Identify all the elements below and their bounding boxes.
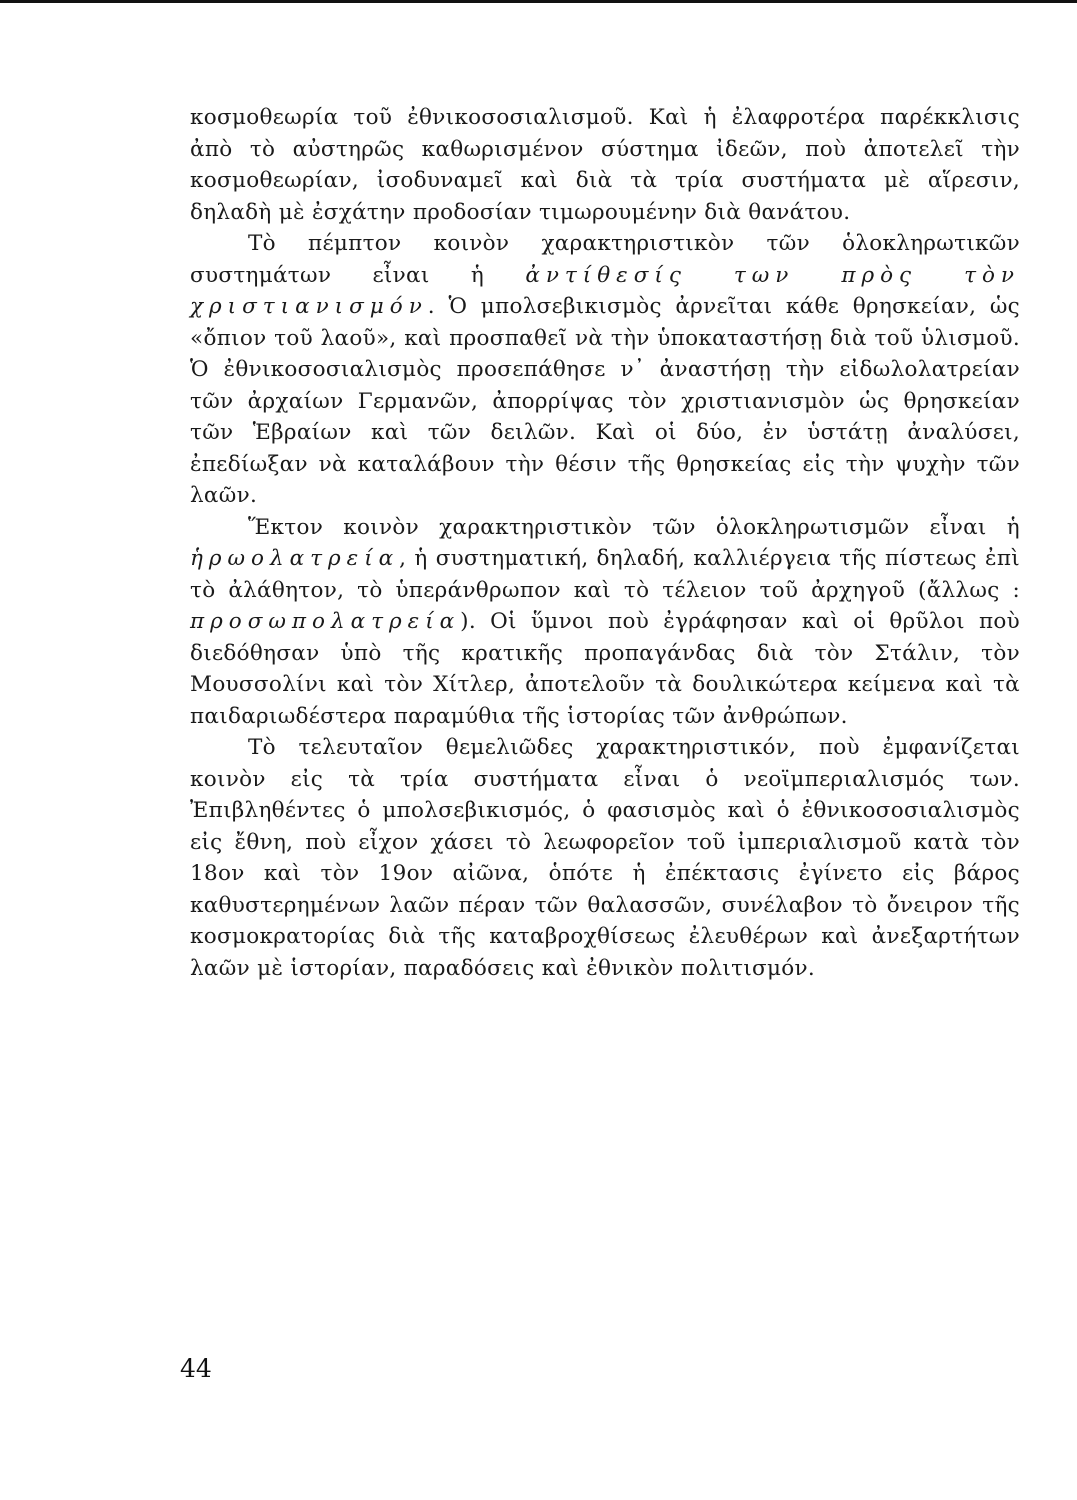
text-run: , ἡ συστηματική, δηλαδή, καλλιέργεια τῆς πίστεως ἐπὶ τὸ ἀλάθητον, τὸ ὑπεράνθρωπον καὶ τὸ τέλειον τοῦ ἀρχηγοῦ (ἄλλως : — [190, 546, 1020, 603]
page-number: 44 — [180, 1354, 212, 1383]
paragraph-3 — [190, 512, 1020, 733]
paragraph-4 — [190, 732, 1020, 984]
text-run: . Ὁ μπολσεβικισμὸς ἀρνεῖται κάθε θρησκείαν, ὡς «ὄπιον τοῦ λαοῦ», καὶ προσπαθεῖ νὰ τὴν ὑποκαταστήσῃ διὰ τοῦ ὑλισμοῦ. Ὁ ἐθνικοσοσιαλισμὸς προσεπάθησε ν᾽ ἀναστήσῃ τὴν εἰδωλολατρείαν τῶν ἀρχαίων Γερμανῶν, ἀπορρίψας τὸν χριστιανισμὸν ὡς θρησκείαν τῶν Ἑβραίων καὶ τῶν δειλῶν. Καὶ οἱ δύο, ἐν ὑστάτῃ ἀναλύσει, ἐπεδίωξαν νὰ καταλάβουν τὴν θέσιν τῆς θρησκείας εἰς τὴν ψυχὴν τῶν λαῶν. — [190, 294, 1020, 508]
page-top-edge — [0, 0, 1077, 3]
text-run: ). Οἱ ὕμνοι ποὺ ἐγράφησαν καὶ οἱ θρῦλοι ποὺ διεδόθησαν ὑπὸ τῆς κρατικῆς προπαγάνδας διὰ τὸν Στάλιν, τὸν Μουσσολίνι καὶ τὸν Χίτλερ, ἀποτελοῦν τὰ δουλικώτερα κείμενα καὶ τὰ παιδαριωδέστερα παραμύθια τῆς ἱστορίας τῶν ἀνθρώπων. — [190, 609, 1020, 729]
text-run: Τὸ πέμπτον κοινὸν χαρακτηριστικὸν τῶν ὁλοκληρωτικῶν συστημάτων εἶναι ἡ — [190, 231, 1020, 288]
paragraph-2 — [190, 228, 1020, 512]
paragraph-1 — [190, 102, 1020, 228]
body-text — [190, 102, 1020, 984]
text-run: Ἕκτον κοινὸν χαρακτηριστικὸν τῶν ὁλοκληρωτισμῶν εἶναι ἡ — [248, 514, 1020, 540]
text-run: κοσμοθεωρία τοῦ ἐθνικοσοσιαλισμοῦ. Καὶ ἡ ἐλαφροτέρα παρέκκλισις ἀπὸ τὸ αὐστηρῶς καθωρισμένον σύστημα ἰδεῶν, ποὺ ἀποτελεῖ τὴν κοσμοθεωρίαν, ἰσοδυναμεῖ καὶ διὰ τὰ τρία συστήματα μὲ αἵρεσιν, δηλαδὴ μὲ ἐσχάτην προδοσίαν τιμωρουμένην διὰ θανάτου. — [190, 105, 1020, 225]
text-run: Τὸ τελευταῖον θεμελιῶδες χαρακτηριστικόν, ποὺ ἐμφανίζεται κοινὸν εἰς τὰ τρία συστήματα εἶναι ὁ νεοϊμπεριαλισμός των. Ἐπιβληθέντες ὁ μπολσεβικισμός, ὁ φασισμὸς καὶ ὁ ἐθνικοσοσιαλισμὸς εἰς ἔθνη, ποὺ εἶχον χάσει τὸ λεωφορεῖον τοῦ ἰμπεριαλισμοῦ κατὰ τὸν 18ον καὶ τὸν 19ον αἰῶνα, ὁπότε ἡ ἐπέκτασις ἐγίνετο εἰς βάρος καθυστερημένων λαῶν πέραν τῶν θαλασσῶν, συνέλαβον τὸ ὄνειρον τῆς κοσμοκρατορίας διὰ τῆς καταβροχθίσεως ἐλευθέρων καὶ ἀνεξαρτήτων λαῶν μὲ ἱστορίαν, παραδόσεις καὶ ἐθνικὸν πολιτισμόν. — [190, 735, 1020, 981]
emphasis-spaced: προσωπολατρεία — [190, 609, 461, 634]
emphasis-spaced: ἀντίθεσίς των πρὸς τὸν χριστιανισμόν — [190, 262, 1020, 319]
emphasis-spaced: ἡρωολατρεία — [190, 546, 400, 571]
